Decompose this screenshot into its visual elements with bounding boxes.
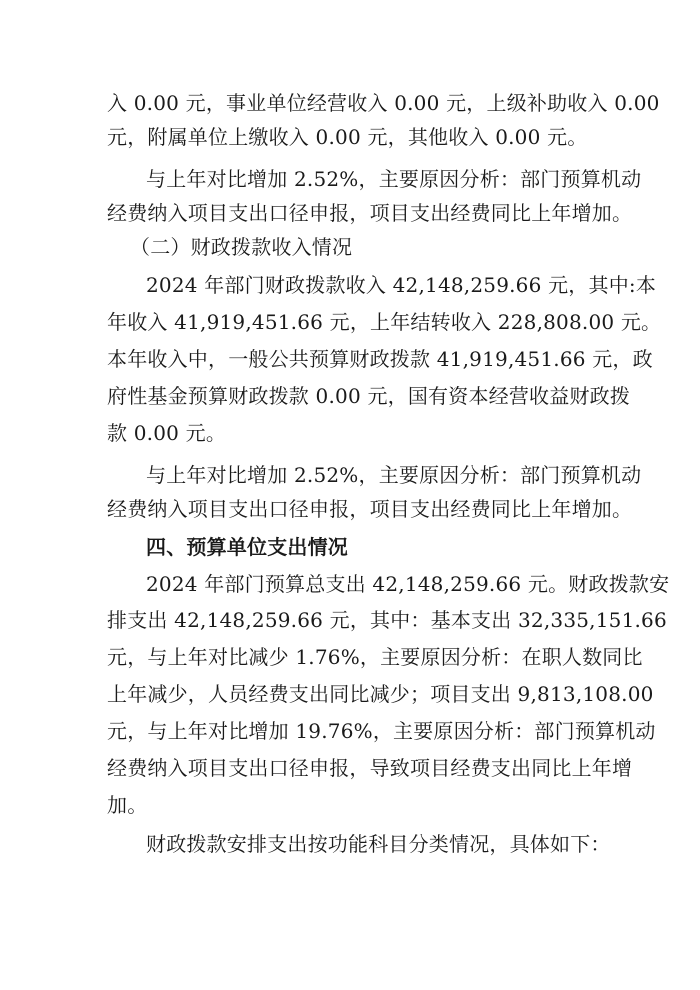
paragraph-line: 年收入 41,919,451.66 元，上年结转收入 228,808.00 元。 xyxy=(107,310,662,334)
paragraph-line: 入 0.00 元，事业单位经营收入 0.00 元，上级补助收入 0.00 xyxy=(107,91,660,115)
paragraph-line: 经费纳入项目支出口径申报，导致项目经费支出同比上年增 xyxy=(107,756,633,780)
paragraph-line: 排支出 42,148,259.66 元，其中：基本支出 32,335,151.66 xyxy=(107,608,667,632)
paragraph-line: 款 0.00 元。 xyxy=(107,421,227,445)
paragraph-line: 元，与上年对比减少 1.76%，主要原因分析：在职人数同比 xyxy=(107,645,643,669)
paragraph-line: 元，与上年对比增加 19.76%，主要原因分析：部门预算机动 xyxy=(107,719,656,743)
paragraph-line: 加。 xyxy=(107,793,148,817)
section-heading: 四、预算单位支出情况 xyxy=(146,535,348,559)
paragraph-line: 2024 年部门预算总支出 42,148,259.66 元。财政拨款安 xyxy=(146,572,670,596)
paragraph-line: 2024 年部门财政拨款收入 42,148,259.66 元，其中:本 xyxy=(146,273,657,297)
paragraph-line: 经费纳入项目支出口径申报，项目支出经费同比上年增加。 xyxy=(107,497,633,521)
paragraph-line: 经费纳入项目支出口径申报，项目支出经费同比上年增加。 xyxy=(107,201,633,225)
paragraph-line: 上年减少，人员经费支出同比减少；项目支出 9,813,108.00 xyxy=(107,682,654,706)
subsection-heading: （二）财政拨款收入情况 xyxy=(130,235,353,259)
paragraph-line: 财政拨款安排支出按功能科目分类情况，具体如下： xyxy=(146,832,611,856)
paragraph-line: 本年收入中，一般公共预算财政拨款 41,919,451.66 元，政 xyxy=(107,347,653,371)
paragraph-line: 元，附属单位上缴收入 0.00 元，其他收入 0.00 元。 xyxy=(107,125,588,149)
paragraph-line: 与上年对比增加 2.52%，主要原因分析：部门预算机动 xyxy=(146,463,642,487)
paragraph-line: 府性基金预算财政拨款 0.00 元，国有资本经营收益财政拨 xyxy=(107,384,631,408)
paragraph-line: 与上年对比增加 2.52%，主要原因分析：部门预算机动 xyxy=(146,167,642,191)
